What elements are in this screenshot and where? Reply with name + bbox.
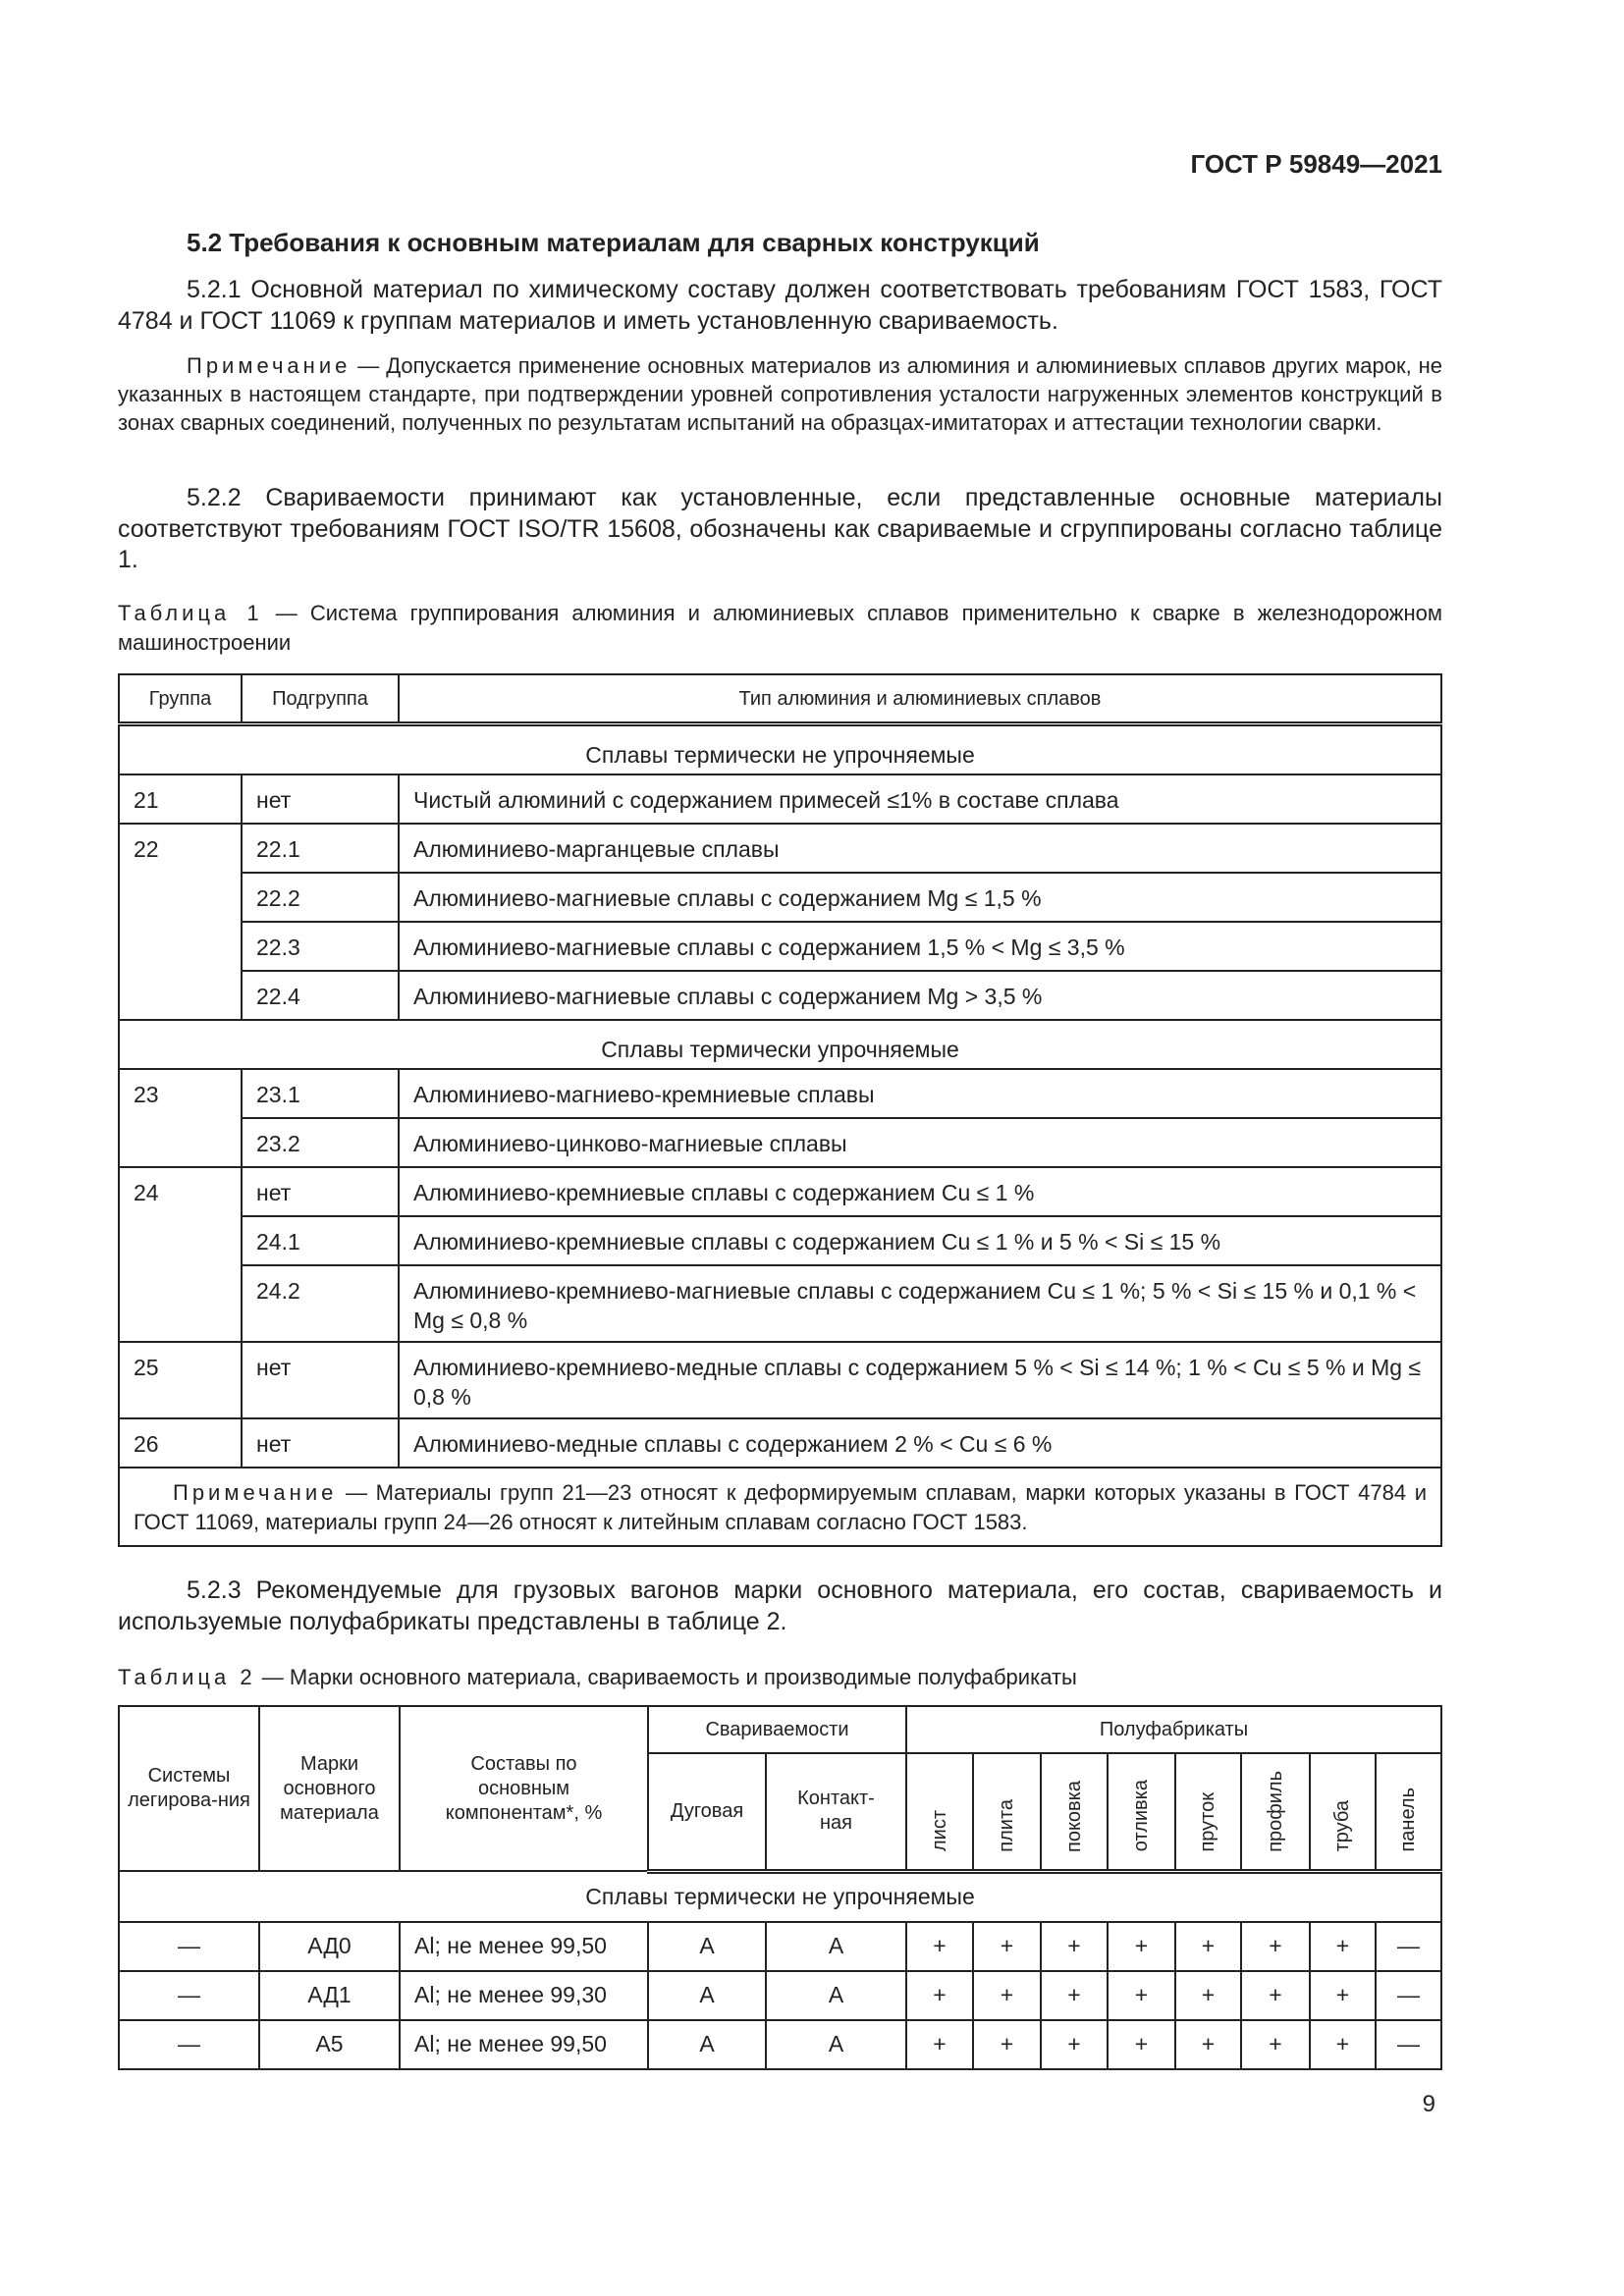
cell: +: [1241, 1922, 1310, 1971]
cell: +: [1108, 2020, 1175, 2069]
header-cell: Группа: [119, 674, 242, 724]
note-text: — Допускается применение основных материалов из алюминия и алюминиевых сплавов других марок, не указанных в настоящем стандарте, при подтверждении уровней сопротивления усталости нагруженных элементов конструкций в зонах сварных соединений, полученных по результатам испытаний на образцах-имитаторах и аттестации технологии сварки.: [118, 353, 1442, 435]
cell: +: [1241, 2020, 1310, 2069]
cell: 24.1: [242, 1216, 399, 1265]
header-cell: панель: [1397, 1787, 1419, 1852]
header-cell: Свариваемости: [648, 1706, 906, 1753]
table-row: [119, 1342, 1441, 1418]
header-cell: поковка: [1062, 1780, 1085, 1852]
cell: нет: [242, 774, 399, 824]
cell: +: [1108, 1971, 1175, 2020]
paragraph-5-2-1: 5.2.1 Основной материал по химическому составу должен соответствовать требованиям ГОСТ 1583, ГОСТ 4784 и ГОСТ 11069 к группам материалов и иметь установленную свариваемость.: [118, 276, 1442, 335]
cell: АД1: [259, 1971, 400, 2020]
cell: Алюминиево-марганцевые сплавы: [399, 824, 1441, 873]
cell: +: [1310, 1971, 1376, 2020]
cell: +: [1041, 1971, 1108, 2020]
table-row: [119, 774, 1441, 824]
table1-caption: [118, 599, 1442, 658]
cell: Al; не менее 99,30: [400, 1971, 648, 2020]
cell: Алюминиево-цинково-магниевые сплавы: [399, 1118, 1441, 1167]
cell: 22.3: [242, 922, 399, 971]
header-cell: Марки основного материала: [259, 1706, 400, 1871]
caption-label: Таблица 2: [118, 1665, 256, 1689]
cell: +: [973, 2020, 1041, 2069]
paragraph-5-2-3: 5.2.3 Рекомендуемые для грузовых вагонов марки основного материала, его состав, свариваемость и используемые полуфабрикаты представлены в таблице 2.: [118, 1576, 1442, 1635]
header-cell: пруток: [1197, 1791, 1218, 1852]
cell: А: [648, 1971, 766, 2020]
cell: —: [119, 2020, 259, 2069]
page-number: 9: [1422, 2091, 1435, 2117]
cell: +: [973, 1971, 1041, 2020]
table-row: [119, 1216, 1441, 1265]
header-cell: Полуфабрикаты: [906, 1706, 1441, 1753]
note-1: [118, 351, 1442, 437]
cell: +: [906, 2020, 973, 2069]
cell: +: [973, 1922, 1041, 1971]
caption-text: — Система группирования алюминия и алюминиевых сплавов применительно к сварке в железнодорожном машиностроении: [118, 601, 1443, 655]
cell: +: [1108, 1922, 1175, 1971]
cell: Алюминиево-магниевые сплавы с содержанием Mg ≤ 1,5 %: [399, 873, 1441, 922]
table-row: [119, 1265, 1441, 1342]
table-row: [119, 1418, 1441, 1468]
table-row: [119, 1069, 1441, 1118]
table-row: [119, 1922, 1441, 1971]
cell: +: [1175, 1971, 1241, 2020]
table-row: [119, 2020, 1441, 2069]
cell: 21: [119, 774, 242, 824]
cell: 23.1: [242, 1069, 399, 1118]
header-cell: Подгруппа: [242, 674, 399, 724]
table-row: [119, 922, 1441, 971]
header-cell: отливка: [1130, 1780, 1152, 1852]
note-label: Примечание: [187, 353, 352, 378]
cell: Чистый алюминий с содержанием примесей ≤1% в составе сплава: [399, 774, 1441, 824]
cell: +: [1041, 1922, 1108, 1971]
cell: 23: [119, 1069, 242, 1167]
table-note: [119, 1468, 1441, 1546]
caption-label: Таблица 1: [118, 601, 263, 625]
cell: А: [648, 1922, 766, 1971]
section-title: 5.2 Требования к основным материалам для сварных конструкций: [187, 228, 1040, 257]
cell: 22.2: [242, 873, 399, 922]
cell: нет: [242, 1167, 399, 1216]
cell: —: [1376, 1971, 1441, 2020]
cell: А: [648, 2020, 766, 2069]
caption-text: — Марки основного материала, свариваемость и производимые полуфабрикаты: [255, 1665, 1077, 1689]
header-cell: Дуговая: [648, 1753, 766, 1871]
cell: Алюминиево-магниевые сплавы с содержанием 1,5 % < Mg ≤ 3,5 %: [399, 922, 1441, 971]
cell: +: [906, 1922, 973, 1971]
cell: 24: [119, 1167, 242, 1342]
document-header: ГОСТ Р 59849—2021: [1190, 149, 1442, 179]
table-row: [119, 1167, 1441, 1216]
header-cell: профиль: [1264, 1770, 1286, 1852]
note-label: Примечание: [173, 1480, 338, 1505]
cell: Алюминиево-магниево-кремниевые сплавы: [399, 1069, 1441, 1118]
cell: Алюминиево-кремниево-медные сплавы с содержанием 5 % < Si ≤ 14 %; 1 % < Cu ≤ 5 % и Mg ≤ 0,8 %: [399, 1342, 1441, 1418]
header-cell: Составы по основным компонентам*, %: [400, 1706, 648, 1871]
table-row: [119, 824, 1441, 873]
cell: 26: [119, 1418, 242, 1468]
header-cell: Системы легирова-ния: [119, 1706, 259, 1871]
cell: 23.2: [242, 1118, 399, 1167]
cell: А5: [259, 2020, 400, 2069]
paragraph-5-2-2: 5.2.2 Свариваемости принимают как установленные, если представленные основные материалы соответствуют требованиям ГОСТ ISO/TR 15608, обозначены как свариваемые и сгруппированы согласно таблице 1.: [118, 484, 1442, 573]
cell: Al; не менее 99,50: [400, 1922, 648, 1971]
header-cell: труба: [1331, 1800, 1353, 1852]
cell: Алюминиево-кремниевые сплавы с содержанием Cu ≤ 1 %: [399, 1167, 1441, 1216]
header-cell: лист: [928, 1810, 950, 1852]
table-row: [119, 971, 1441, 1020]
cell: Алюминиево-магниевые сплавы с содержанием Mg > 3,5 %: [399, 971, 1441, 1020]
table-row: [119, 1971, 1441, 2020]
cell: 22: [119, 824, 242, 1020]
cell: 25: [119, 1342, 242, 1418]
table-2: [118, 1705, 1442, 2070]
cell: Алюминиево-кремниево-магниевые сплавы с содержанием Cu ≤ 1 %; 5 % < Si ≤ 15 % и 0,1 % < Mg ≤ 0,8 %: [399, 1265, 1441, 1342]
cell: Алюминиево-медные сплавы с содержанием 2 % < Cu ≤ 6 %: [399, 1418, 1441, 1468]
note-text: — Материалы групп 21—23 относят к деформируемым сплавам, марки которых указаны в ГОСТ 4784 и ГОСТ 11069, материалы групп 24—26 относят к литейным сплавам согласно ГОСТ 1583.: [134, 1480, 1427, 1534]
section-row: Сплавы термически не упрочняемые: [119, 1871, 1441, 1922]
cell: нет: [242, 1342, 399, 1418]
cell: Алюминиево-кремниевые сплавы с содержанием Cu ≤ 1 % и 5 % < Si ≤ 15 %: [399, 1216, 1441, 1265]
header-cell: Контакт-ная: [766, 1753, 906, 1871]
cell: +: [1310, 1922, 1376, 1971]
table-row: [119, 873, 1441, 922]
cell: +: [1310, 2020, 1376, 2069]
cell: +: [1041, 2020, 1108, 2069]
cell: 24.2: [242, 1265, 399, 1342]
cell: 22.4: [242, 971, 399, 1020]
cell: —: [1376, 1922, 1441, 1971]
cell: 22.1: [242, 824, 399, 873]
cell: +: [1175, 2020, 1241, 2069]
cell: +: [1175, 1922, 1241, 1971]
cell: —: [1376, 2020, 1441, 2069]
cell: —: [119, 1971, 259, 2020]
cell: Al; не менее 99,50: [400, 2020, 648, 2069]
cell: +: [1241, 1971, 1310, 2020]
cell: —: [119, 1922, 259, 1971]
cell: А: [766, 1922, 906, 1971]
cell: нет: [242, 1418, 399, 1468]
section-row: Сплавы термически не упрочняемые: [119, 724, 1441, 775]
table2-caption: [118, 1663, 1442, 1692]
cell: А: [766, 2020, 906, 2069]
header-cell: Тип алюминия и алюминиевых сплавов: [399, 674, 1441, 724]
section-row: Сплавы термически упрочняемые: [119, 1020, 1441, 1069]
cell: АД0: [259, 1922, 400, 1971]
table-row: [119, 1118, 1441, 1167]
table-1: [118, 673, 1442, 1547]
cell: А: [766, 1971, 906, 2020]
cell: +: [906, 1971, 973, 2020]
header-cell: плита: [996, 1798, 1017, 1852]
table-header-row: [119, 674, 1441, 724]
